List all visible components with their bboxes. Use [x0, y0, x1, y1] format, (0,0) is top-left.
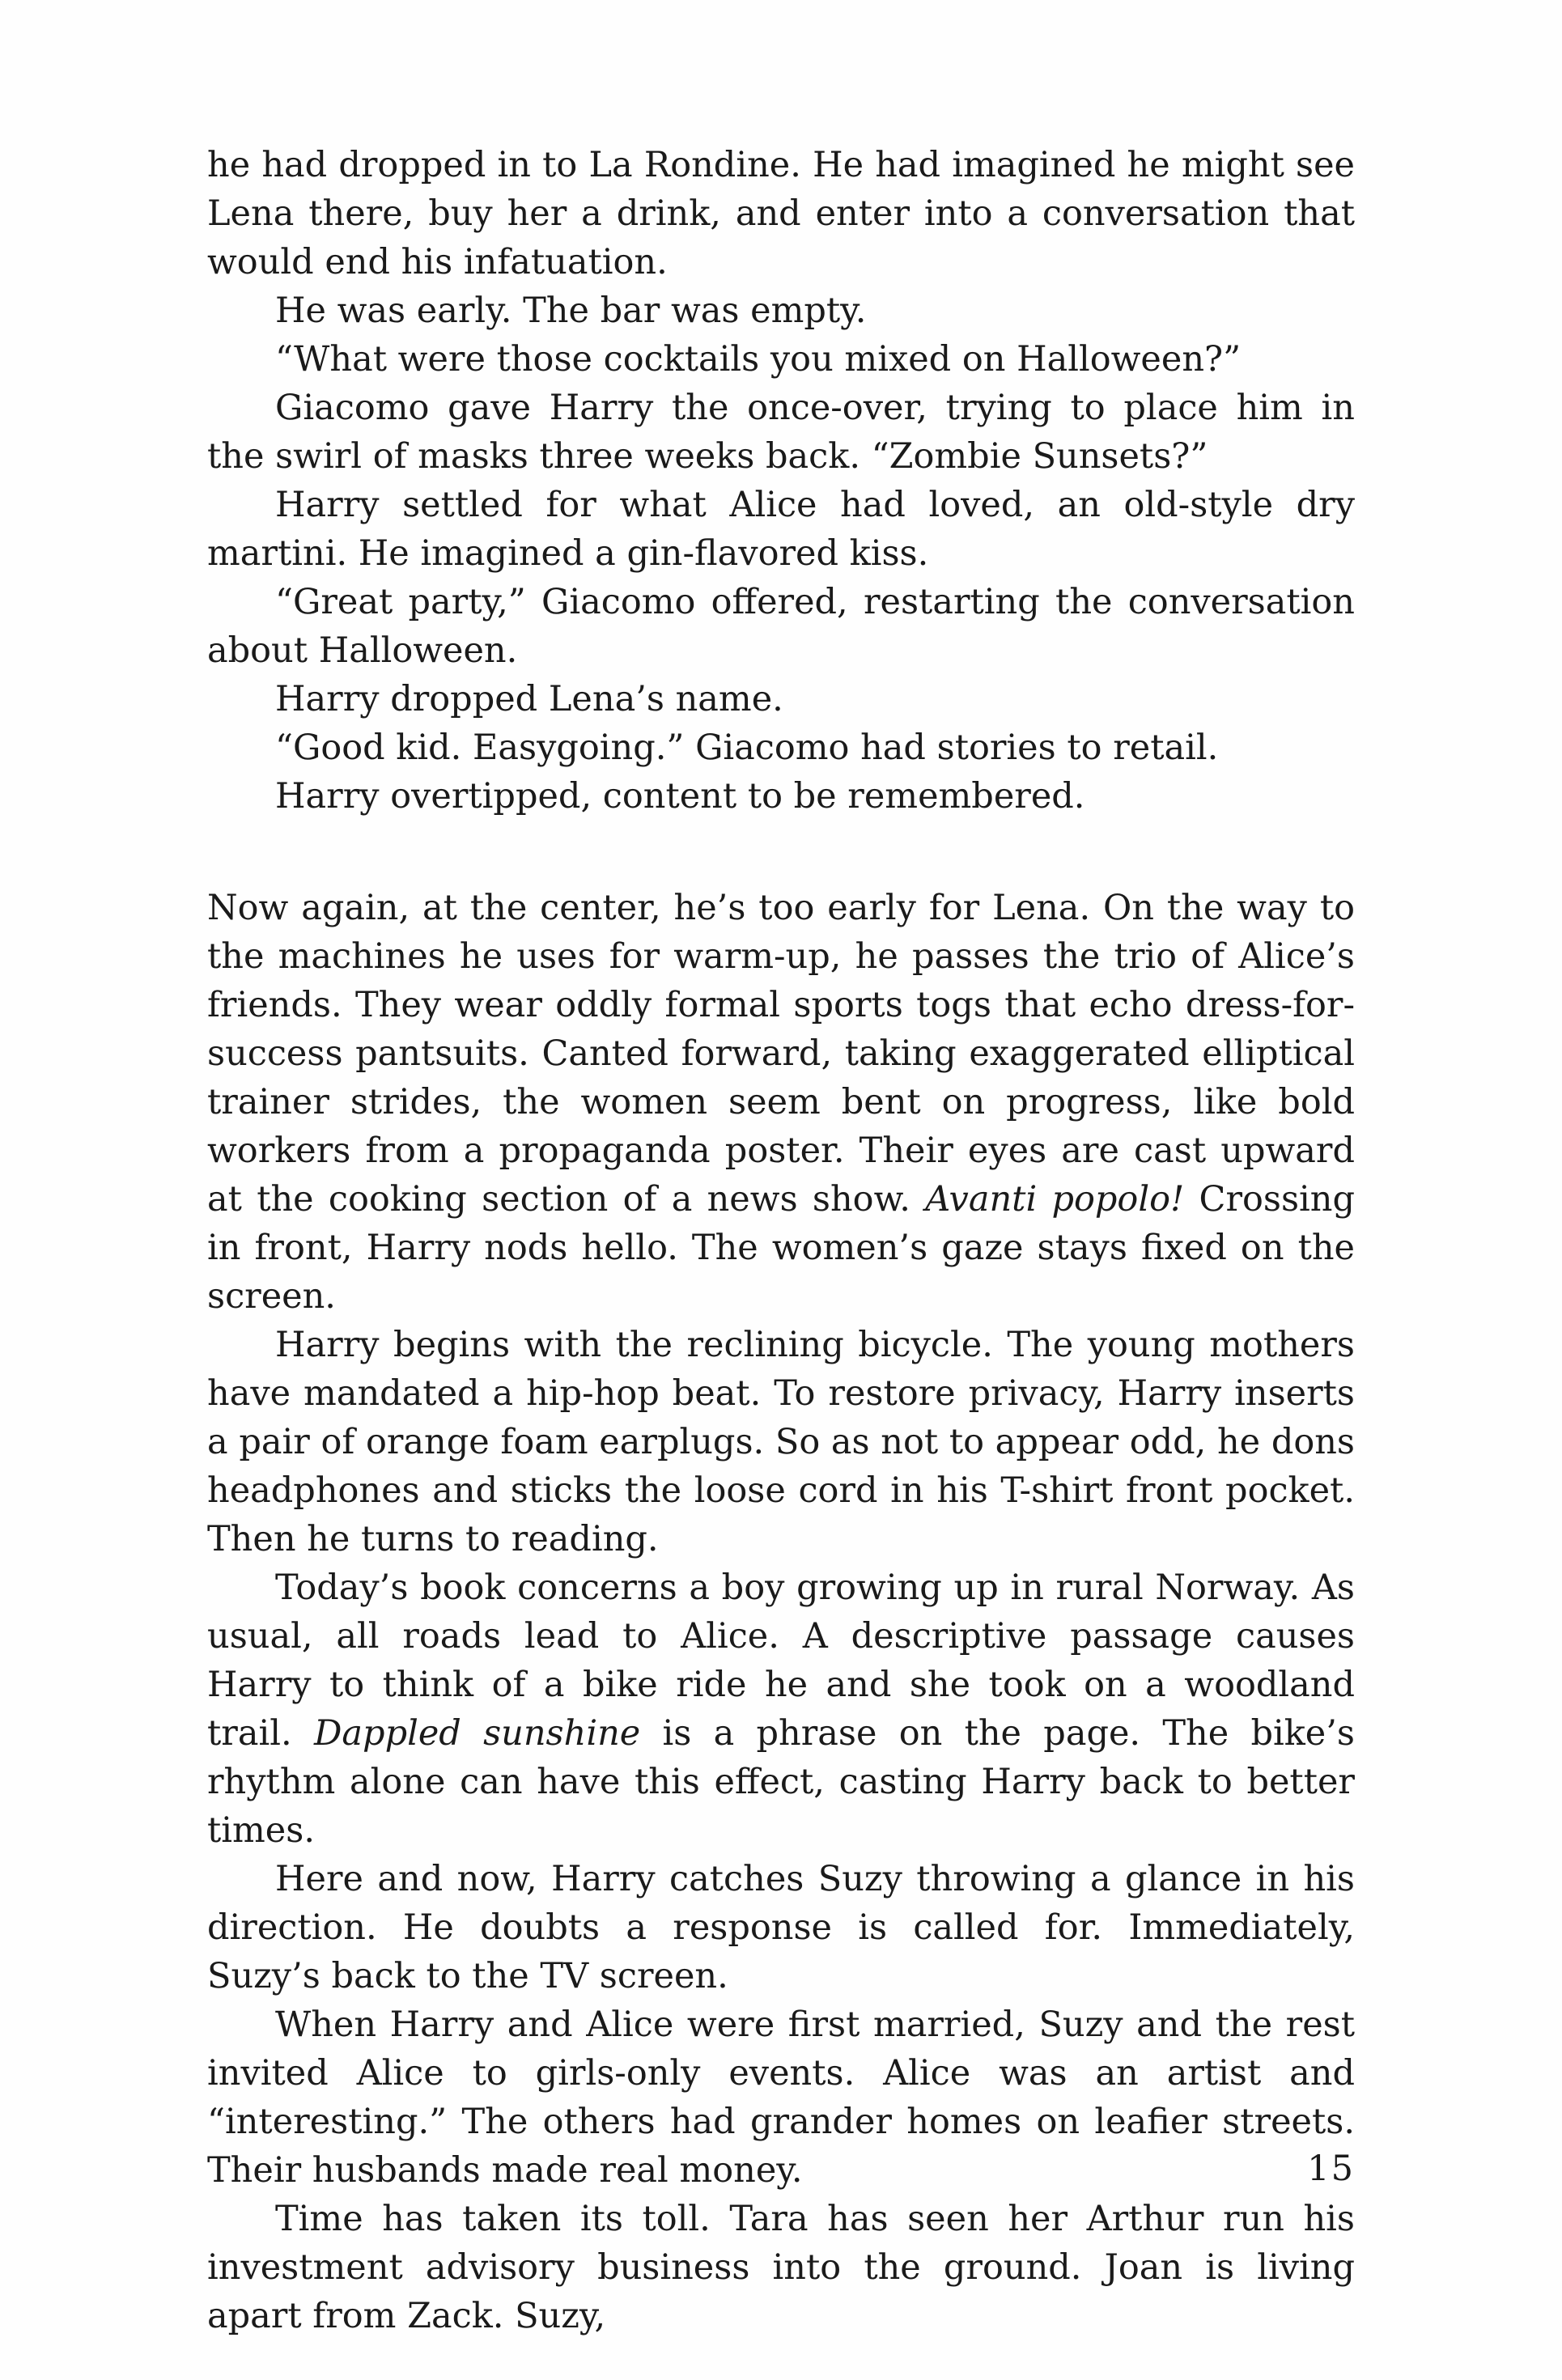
italic-phrase: Avanti popolo!	[925, 1179, 1185, 1220]
paragraph: Harry dropped Lena’s name.	[275, 679, 783, 719]
text-run: Now again, at the center, he’s too early for Lena. On the way to the machines he uses for warm-up, he passes the trio of Alice’s friends. They wear oddly formal sports togs that echo dress-for-success pantsuits. Canted forward, taking exaggerated elliptical trainer strides, the women seem bent on progress, like bold workers from a propaganda poster. Their eyes are cast upward at the cooking section of a news show.	[207, 888, 1355, 1220]
paragraph	[207, 884, 1355, 1321]
text-run: Today’s book concerns a boy growing up in rural Norway. As usual, all roads lead to Alice. A descriptive passage causes Harry to think of a bike ride he and she took on a woodland trail.	[207, 1568, 1355, 1754]
paragraph: “Good kid. Easygoing.” Giacomo had stories to retail.	[275, 728, 1219, 768]
paragraph: Harry begins with the reclining bicycle. The young mothers have mandated a hip-hop beat. To restore privacy, Harry inserts a pair of orange foam earplugs. So as not to appear odd, he dons headphones and sticks the loose cord in his T-shirt front pocket. Then he turns to reading.	[207, 1325, 1355, 1559]
text-run: is a phrase on the page. The bike’s rhythm alone can have this effect, casting Harry back to better times.	[207, 1713, 1355, 1851]
paragraph: He was early. The bar was empty.	[275, 291, 867, 331]
paragraph: “What were those cocktails you mixed on Halloween?”	[275, 339, 1242, 380]
paragraph: When Harry and Alice were first married, Suzy and the rest invited Alice to girls-only events. Alice was an artist and “interesting.” The others had grander homes on leafier streets. Their husbands made real money.	[207, 2005, 1355, 2191]
paragraph: Here and now, Harry catches Suzy throwing a glance in his direction. He doubts a response is called for. Immediately, Suzy’s back to the TV screen.	[207, 1859, 1355, 1996]
paragraph: Giacomo gave Harry the once-over, trying to place him in the swirl of masks three weeks back. “Zombie Sunsets?”	[207, 388, 1355, 477]
paragraph: he had dropped in to La Rondine. He had imagined he might see Lena there, buy her a drink, and enter into a conversation that would end his infatuation.	[207, 145, 1355, 282]
text-run: Crossing in front, Harry nods hello. The women’s gaze stays fixed on the screen.	[207, 1179, 1355, 1317]
paragraph	[207, 1563, 1355, 1855]
paragraph: Harry settled for what Alice had loved, an old-style dry martini. He imagined a gin-flavored kiss.	[207, 485, 1355, 574]
italic-phrase: Dappled sunshine	[313, 1713, 641, 1754]
paragraph: “Great party,” Giacomo offered, restarting the conversation about Halloween.	[207, 582, 1355, 671]
paragraph: Time has taken its toll. Tara has seen her Arthur run his investment advisory business into the ground. Joan is living apart from Zack. Suzy,	[207, 2199, 1355, 2336]
text-section-bar-scene	[207, 141, 1355, 821]
paragraph: Harry overtipped, content to be remembered.	[275, 776, 1085, 817]
text-section-gym-scene	[207, 884, 1355, 2340]
page-number: 15	[1307, 2149, 1355, 2189]
